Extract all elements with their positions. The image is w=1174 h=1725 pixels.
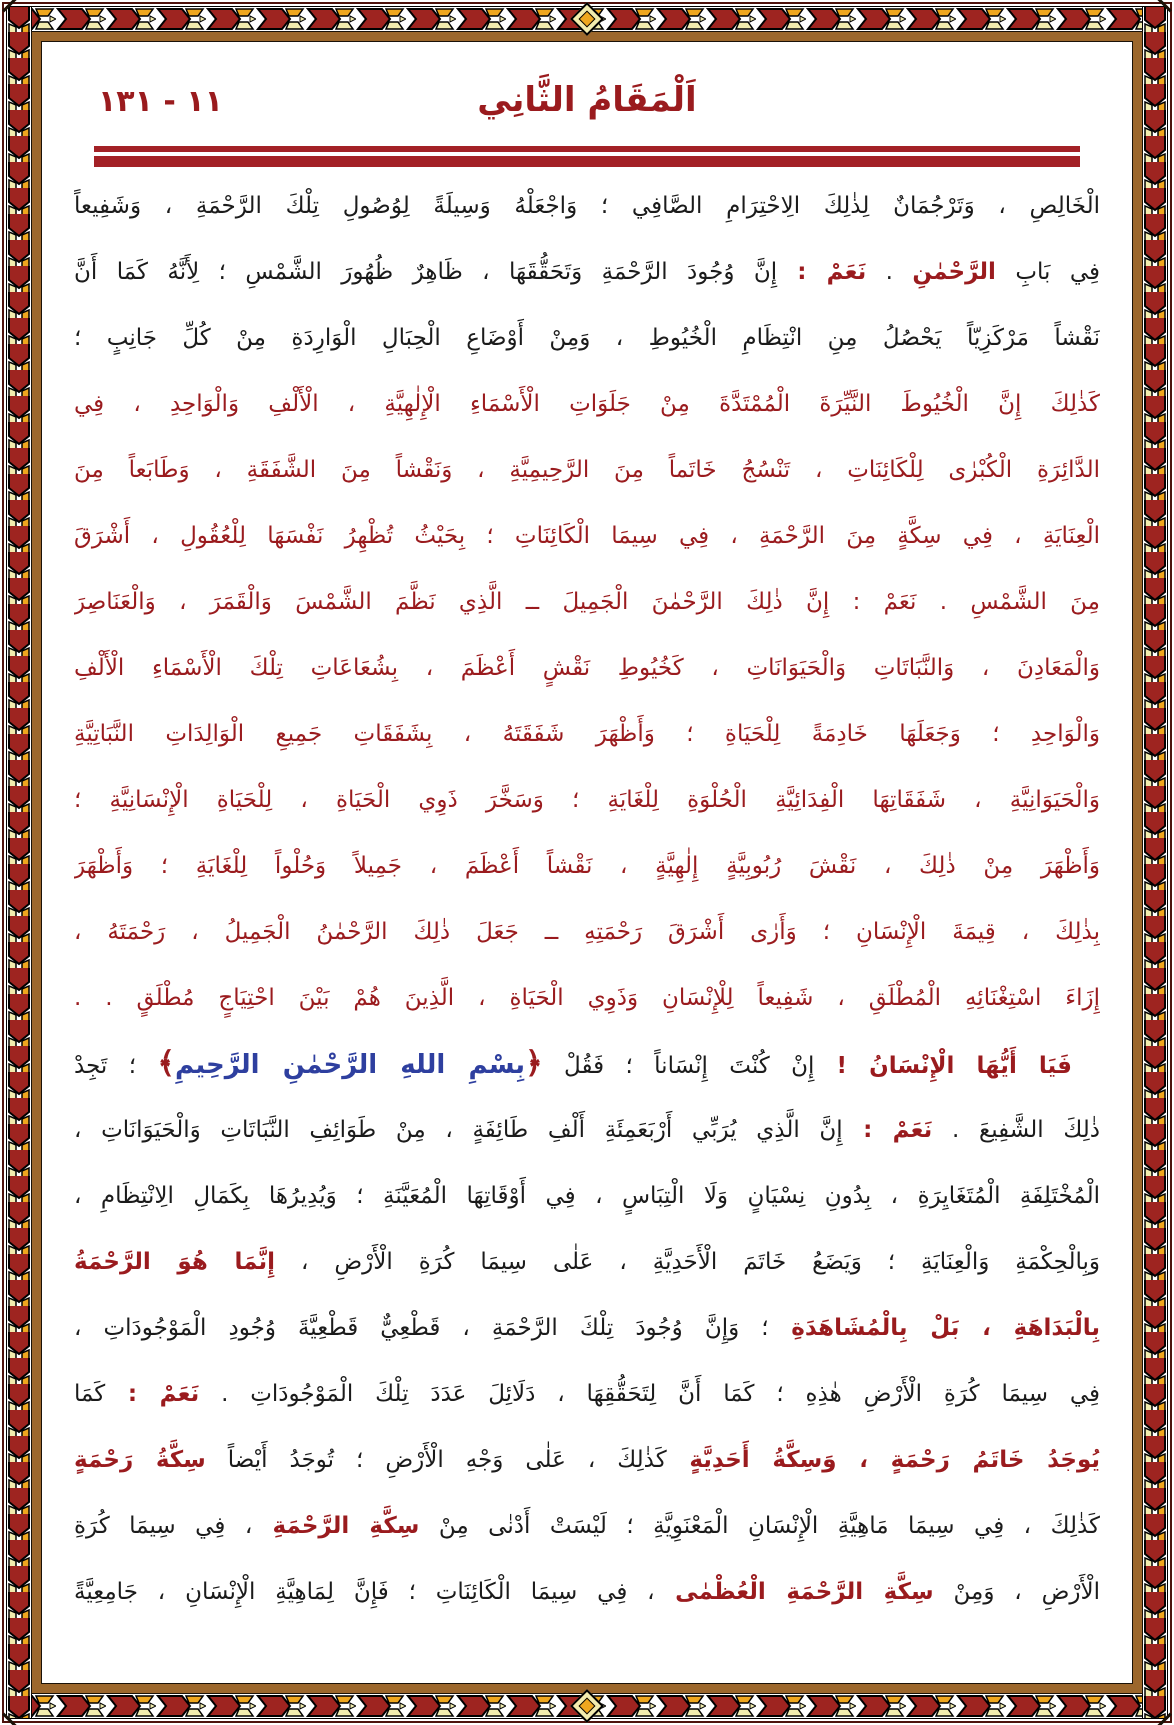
ornamental-border-left (6, 6, 32, 1719)
text-run: ، فِي سِيمَا الْكَائِنَاتِ ؛ فَإِنَّ لِمَاهِيَّةِ الْإِنْسَانِ ، جَامِعِيَّةً (74, 1579, 655, 1605)
text-run: فِي سِيمَا كُرَةِ الْأَرْضِ هٰذِهِ ؛ كَمَا أَنَّ لِتَحَقُّقِهَا ، دَلَائِلَ عَدَدَ تِلْكَ الْمَوْجُودَاتِ . (199, 1381, 1100, 1407)
text-run: كَذٰلِكَ إِنَّ الْخُيُوطَ النَّيِّرَةَ الْمُمْتَدَّةَ مِنْ جَلَوَاتِ الْأَسْمَاءِ الْإِلٰهِيَّةِ ، الْأَلْفِ وَالْوَاحِدِ ، فِي (74, 391, 1100, 417)
text-run: . (866, 259, 913, 285)
text-line-2 (74, 239, 1100, 305)
text-line-4 (74, 371, 1100, 437)
text-run: إِنْ كُنْتَ إِنْسَاناً ؛ فَقُلْ (542, 1053, 815, 1079)
text-line-8 (74, 635, 1100, 701)
text-line-19 (74, 1361, 1100, 1427)
text-line-1 (74, 173, 1100, 239)
text-line-9 (74, 701, 1100, 767)
text-line-22 (74, 1559, 1100, 1625)
text-line-12 (74, 899, 1100, 965)
text-line-21 (74, 1493, 1100, 1559)
text-line-15 (74, 1097, 1100, 1163)
text-run: نَقْشاً مَرْكَزِيّاً يَحْصُلُ مِنِ انْتِظَامِ الْخُيُوطِ ، وَمِنْ أَوْضَاعِ الْحِبَالِ الْوَارِدَةِ مِنْ كُلِّ جَانِبٍ ؛ (74, 325, 1100, 351)
text-run: إِنَّ وُجُودَ الرَّحْمَةِ وَتَحَقُّقَهَا ، ظَاهِرٌ ظُهُورَ الشَّمْسِ ؛ لِأَنَّهُ كَمَا أَنَّ (74, 259, 778, 285)
ornate-bracket: ﴿ (525, 1046, 543, 1081)
body-text (74, 173, 1100, 1625)
header-rule-thick (94, 156, 1080, 167)
text-run: وَالْحَيَوَانِيَّةِ ، شَفَقَاتِهَا الْفِدَائِيَّةِ الْحُلْوَةِ لِلْغَايَةِ ؛ وَسَخَّرَ ذَوِي الْحَيَاةِ ، لِلْحَيَاةِ الْإِنْسَانِيَّةِ ؛ (74, 787, 1100, 813)
text-run: إِنَّمَا هُوَ الرَّحْمَةُ (74, 1249, 276, 1275)
text-run: كَذٰلِكَ ، عَلٰى وَجْهِ الْأَرْضِ ؛ تُوجَدُ أَيْضاً (205, 1447, 667, 1473)
text-run: وَأَظْهَرَ مِنْ ذٰلِكَ ، نَقْشَ رُبُوبِيَّةٍ إِلٰهِيَّةٍ ، نَقْشاً أَعْظَمَ ، جَمِيلاً وَحُلْواً لِلْغَايَةِ ؛ وَأَظْهَرَ (74, 853, 1100, 879)
text-run: مِنَ الشَّمْسِ . نَعَمْ : إِنَّ ذٰلِكَ الرَّحْمٰنَ الْجَمِيلَ ــ الَّذِي نَظَّمَ الشَّمْسَ وَالْقَمَرَ ، وَالْعَنَاصِرَ (74, 589, 1100, 615)
text-run: الْخَالِصِ ، وَتَرْجُمَانٌ لِذٰلِكَ الِاحْتِرَامِ الصَّافِي ؛ وَاجْعَلْهُ وَسِيلَةً لِوُصُولِ تِلْكَ الرَّحْمَةِ ، وَشَفِيعاً (74, 193, 1100, 219)
text-run: وَبِالْحِكْمَةِ وَالْعِنَايَةِ ؛ وَيَضَعُ خَاتَمَ الْأَحَدِيَّةِ ، عَلٰى سِيمَا كُرَةِ الْأَرْضِ ، (275, 1249, 1100, 1275)
text-line-13 (74, 965, 1100, 1031)
text-line-17 (74, 1229, 1100, 1295)
text-run: كَذٰلِكَ ، فِي سِيمَا مَاهِيَّةِ الْإِنْسَانِ الْمَعْنَوِيَّةِ ؛ لَيْسَتْ أَدْنٰى مِنْ (419, 1513, 1100, 1539)
text-run: فِي بَابِ (995, 259, 1100, 285)
page-number: ١١ - ١٣١ (98, 84, 223, 119)
text-run: الْأَرْضِ ، وَمِنْ (933, 1579, 1100, 1605)
text-run: وَالْمَعَادِنَ ، وَالنَّبَاتَاتِ وَالْحَيَوَانَاتِ ، كَخُيُوطِ نَقْشٍ أَعْظَمَ ، بِشُعَاعَاتِ تِلْكَ الْأَسْمَاءِ الْأَلْفِ (74, 655, 1100, 681)
page-title: اَلْمَقَامُ الثَّانِي (477, 80, 697, 120)
text-run: الْعِنَايَةِ ، فِي سِكَّةٍ مِنَ الرَّحْمَةِ ، فِي سِيمَا الْكَائِنَاتِ ؛ بِحَيْثُ تُظْهِرُ نَفْسَهَا لِلْعُقُولِ ، أَشْرَقَ (74, 523, 1100, 549)
text-run: كَمَا (74, 1381, 106, 1407)
text-run: ، فِي سِيمَا كُرَةِ (74, 1513, 253, 1539)
text-line-11 (74, 833, 1100, 899)
text-run: ذٰلِكَ الشَّفِيعَ . (932, 1117, 1100, 1143)
page-content (74, 42, 1100, 1683)
bismillah-quote: بِسْمِ اللهِ الرَّحْمٰنِ الرَّحِيمِ (175, 1050, 526, 1080)
text-run: بِذٰلِكَ ، قِيمَةَ الْإِنْسَانِ ؛ وَأَرٰى أَشْرَقَ رَحْمَتِهِ ــ جَعَلَ ذٰلِكَ الرَّحْمٰنُ الْجَمِيلُ ، رَحْمَتَهُ ، (74, 919, 1100, 945)
text-run: نَعَمْ : (105, 1381, 200, 1407)
text-line-6 (74, 503, 1100, 569)
text-run: نَعَمْ : (777, 259, 867, 285)
text-run: ؛ وَإِنَّ وُجُودَ تِلْكَ الرَّحْمَةِ ، قَطْعِيٌّ قَطْعِيَّةَ وُجُودِ الْمَوْجُودَاتِ ، (74, 1315, 769, 1341)
text-line-14 (74, 1031, 1100, 1097)
text-run: سِكَّةِ الرَّحْمَةِ الْعُظْمٰى (654, 1579, 934, 1605)
text-line-7 (74, 569, 1100, 635)
text-run: إِزَاءَ اسْتِغْنَائِهِ الْمُطْلَقِ ، شَفِيعاً لِلْإِنْسَانِ وَذَوِي الْحَيَاةِ ، الَّذِينَ هُمْ بَيْنَ احْتِيَاجٍ مُطْلَقٍ . . (74, 985, 1100, 1011)
header-rule-thin (94, 146, 1080, 152)
text-run: سِكَّةُ رَحْمَةٍ (74, 1447, 206, 1473)
text-line-20 (74, 1427, 1100, 1493)
ornate-bracket: ﴾ (157, 1046, 175, 1081)
text-run: الْمُخْتَلِفَةِ الْمُتَغَايِرَةِ ، بِدُونِ نِسْيَانٍ وَلَا الْتِبَاسٍ ، فِي أَوْقَاتِهَا الْمُعَيَّنَةِ ؛ وَيُدِيرُهَا بِكَمَالِ الِانْتِظَامِ ، (74, 1183, 1100, 1209)
text-run: سِكَّةِ الرَّحْمَةِ (252, 1513, 420, 1539)
text-run: نَعَمْ : (842, 1117, 933, 1143)
text-run: الرَّحْمٰنِ (912, 259, 996, 285)
text-line-10 (74, 767, 1100, 833)
text-run: فَيَا أَيُّهَا الْإِنْسَانُ ! (814, 1053, 1072, 1079)
text-run: الدَّائِرَةِ الْكُبْرٰى لِلْكَائِنَاتِ ، تَنْسُجُ خَاتَماً مِنَ الرَّحِيمِيَّةِ ، وَنَقْشاً مِنَ الشَّفَقَةِ ، وَطَابَعاً مِنَ (74, 457, 1100, 483)
text-run: يُوجَدُ خَاتَمُ رَحْمَةٍ ، وَسِكَّةُ أَحَدِيَّةٍ (666, 1447, 1100, 1473)
text-line-5 (74, 437, 1100, 503)
text-line-3 (74, 305, 1100, 371)
text-run: وَالْوَاحِدِ ؛ وَجَعَلَهَا خَادِمَةً لِلْحَيَاةِ ؛ وَأَظْهَرَ شَفَقَتَهُ ، بِشَفَقَاتِ جَمِيعِ الْوَالِدَاتِ النَّبَاتِيَّةِ (74, 721, 1100, 747)
page-header (74, 76, 1100, 124)
text-run: بِالْبَدَاهَةِ ، بَلْ بِالْمُشَاهَدَةِ (768, 1315, 1100, 1341)
ornamental-border-right (1142, 6, 1168, 1719)
text-line-16 (74, 1163, 1100, 1229)
text-line-18 (74, 1295, 1100, 1361)
text-run: إِنَّ الَّذِي يُرَبِّي أَرْبَعَمِئَةِ أَلْفِ طَائِفَةٍ ، مِنْ طَوَائِفِ النَّبَاتَاتِ وَالْحَيَوَانَاتِ ، (74, 1117, 843, 1143)
text-run: ؛ تَجِدْ (74, 1053, 158, 1079)
